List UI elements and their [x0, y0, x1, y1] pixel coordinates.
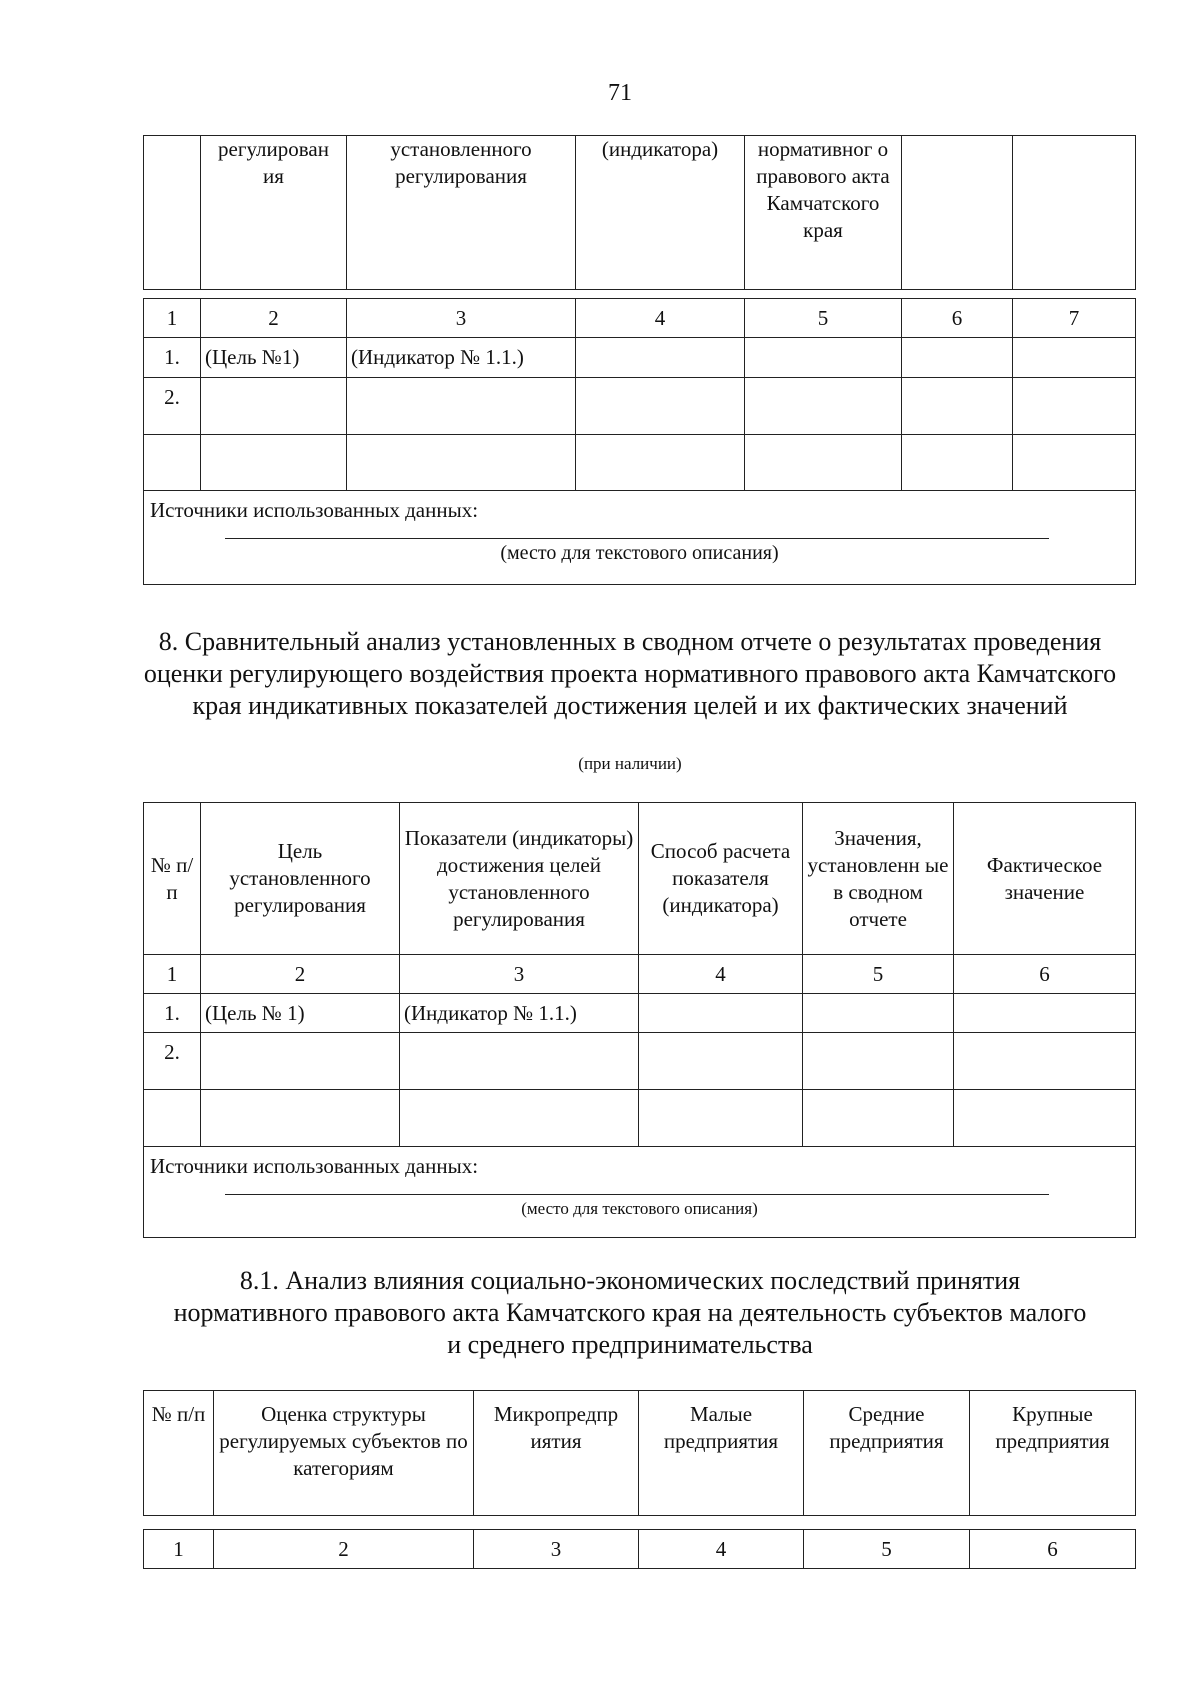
table3-numbers: [143, 1529, 1136, 1569]
sources-line: [225, 538, 1049, 539]
table2-number-cell: 1: [144, 955, 201, 994]
table2-cell: [144, 1090, 201, 1147]
table2-number-cell: 2: [201, 955, 400, 994]
section81-title: 8.1. Анализ влияния социально-экономических последствий принятия нормативного правового акта Камчатского края на деятельность субъектов малого и среднего предпринимательства: [173, 1266, 1087, 1359]
sources-caption: (место для текстового описания): [521, 1199, 758, 1218]
table1-number-cell: 5: [745, 299, 902, 338]
table3-number-cell: 1: [144, 1530, 214, 1569]
table1-cell: [745, 378, 902, 435]
table2-cell: [201, 1033, 400, 1090]
table2-number-cell: 5: [803, 955, 954, 994]
table1-number-cell: 3: [347, 299, 576, 338]
table2-header-cell: № п/п: [144, 803, 201, 955]
table2-cell: [639, 1090, 803, 1147]
table2-header-cell: Цель установленного регулирования: [201, 803, 400, 955]
table2-cell: (Индикатор № 1.1.): [400, 994, 639, 1033]
table1-cell: [902, 378, 1013, 435]
table3-number-cell: 4: [639, 1530, 804, 1569]
table2-sources: [144, 1147, 1136, 1238]
table3-number-cell: 6: [970, 1530, 1136, 1569]
table1-cell: 2.: [144, 378, 201, 435]
table-row: [144, 338, 1136, 378]
table2-number-cell: 3: [400, 955, 639, 994]
table2-cell: [201, 1090, 400, 1147]
table2-cell: 2.: [144, 1033, 201, 1090]
table1-cell: [576, 435, 745, 491]
sources-caption: (место для текстового описания): [500, 542, 779, 564]
sources-label: Источники использованных данных:: [150, 498, 479, 522]
table2: [143, 802, 1136, 1238]
table1-cell: [201, 435, 347, 491]
table1-sources: [144, 491, 1136, 585]
page-number: 71: [608, 80, 632, 106]
table2-header-cell: Способ расчета показателя (индикатора): [639, 803, 803, 955]
table1-header-cell: нормативног о правового акта Камчатского края: [745, 136, 902, 290]
table3-header-cell: Малые предприятия: [639, 1391, 804, 1516]
table1-cell: [745, 435, 902, 491]
table3-number-cell: 5: [804, 1530, 970, 1569]
table1-cell: [745, 338, 902, 378]
table1-header-cell: [144, 136, 201, 290]
table2-cell: 1.: [144, 994, 201, 1033]
table3-header-cell: Микропредпр иятия: [474, 1391, 639, 1516]
table2-cell: [954, 1033, 1136, 1090]
table-row: [144, 1033, 1136, 1090]
table3-header-cell: Крупные предприятия: [970, 1391, 1136, 1516]
table1-cell: [1013, 338, 1136, 378]
table2-cell: [803, 1033, 954, 1090]
table2-cell: [803, 1090, 954, 1147]
table1-header-cell: установленного регулирования: [347, 136, 576, 290]
table1-cell: [1013, 378, 1136, 435]
table2-cell: [639, 1033, 803, 1090]
table1-cell: [1013, 435, 1136, 491]
table1-header-cell: [1013, 136, 1136, 290]
table1-cell: [576, 378, 745, 435]
table3-header-cell: № п/п: [144, 1391, 214, 1516]
table2-cell: [400, 1090, 639, 1147]
table3-header-cell: Средние предприятия: [804, 1391, 970, 1516]
table1-header-cell: (индикатора): [576, 136, 745, 290]
table1-cell: [144, 435, 201, 491]
table1-cell: (Цель №1): [201, 338, 347, 378]
table1-header-cell: [902, 136, 1013, 290]
sources-label: Источники использованных данных:: [150, 1154, 479, 1178]
table1-cell: [902, 435, 1013, 491]
table-row: [144, 378, 1136, 435]
table1-cell: [347, 378, 576, 435]
table1-body: [143, 298, 1136, 585]
table1-cell: [902, 338, 1013, 378]
table3-number-cell: 2: [214, 1530, 474, 1569]
table1-cell: 1.: [144, 338, 201, 378]
table1-number-cell: 6: [902, 299, 1013, 338]
table2-number-cell: 4: [639, 955, 803, 994]
table3-number-cell: 3: [474, 1530, 639, 1569]
table2-header-cell: Показатели (индикаторы) достижения целей установленного регулирования: [400, 803, 639, 955]
table1-cell: [347, 435, 576, 491]
table-row: [144, 994, 1136, 1033]
table1-header: [143, 135, 1136, 290]
table1-number-cell: 7: [1013, 299, 1136, 338]
table2-cell: [954, 1090, 1136, 1147]
table-row: [144, 435, 1136, 491]
table1-cell: [576, 338, 745, 378]
table2-cell: [954, 994, 1136, 1033]
table2-cell: (Цель № 1): [201, 994, 400, 1033]
table3-header-cell: Оценка структуры регулируемых субъектов по категориям: [214, 1391, 474, 1516]
table3-header: [143, 1390, 1136, 1516]
table2-cell: [400, 1033, 639, 1090]
sources-line: [225, 1194, 1049, 1195]
table2-header-cell: Фактическое значение: [954, 803, 1136, 955]
table1-number-cell: 1: [144, 299, 201, 338]
table2-number-cell: 6: [954, 955, 1136, 994]
table1-number-cell: 2: [201, 299, 347, 338]
table1-number-cell: 4: [576, 299, 745, 338]
table1-cell: (Индикатор № 1.1.): [347, 338, 576, 378]
table2-header-cell: Значения, установленн ые в сводном отчете: [803, 803, 954, 955]
section8-title: 8. Сравнительный анализ установленных в сводном отчете о результатах проведения оценки регулирующего воздействия проекта нормативного правового акта Камчатского края индикативных показателей достижения целей и их фактических значений: [143, 627, 1117, 720]
table1-cell: [201, 378, 347, 435]
table-row: [144, 1090, 1136, 1147]
table1-header-cell: регулирован ия: [201, 136, 347, 290]
section8-note: (при наличии): [578, 754, 682, 773]
table2-cell: [803, 994, 954, 1033]
table2-cell: [639, 994, 803, 1033]
